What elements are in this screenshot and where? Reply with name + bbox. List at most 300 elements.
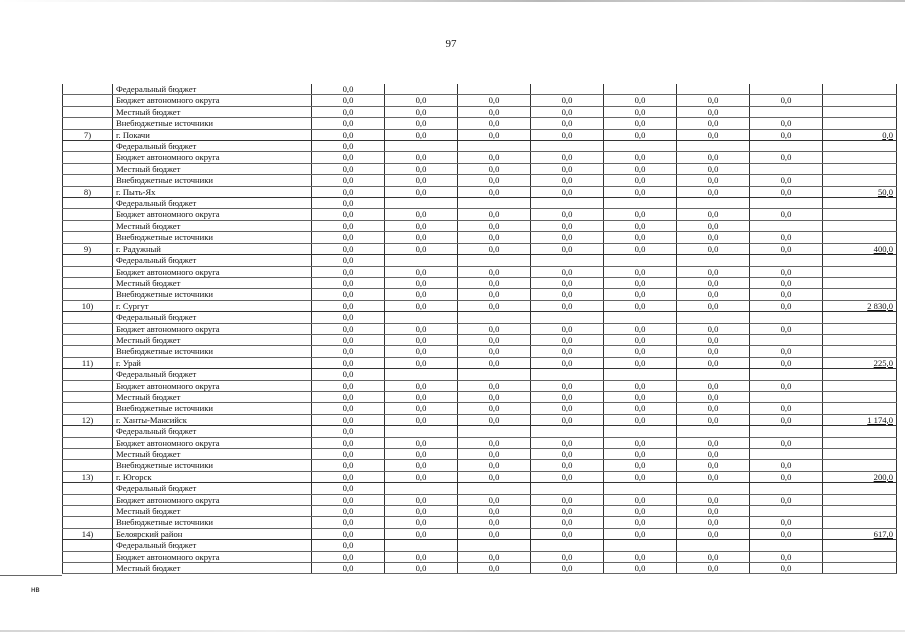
row-index bbox=[63, 483, 113, 494]
table-row-source bbox=[63, 437, 897, 448]
value-cell bbox=[823, 449, 897, 460]
row-index bbox=[63, 403, 113, 414]
page-number: 97 bbox=[445, 38, 457, 50]
value-cell bbox=[823, 220, 897, 231]
value-cell bbox=[458, 426, 531, 437]
value-cell: 0,0 bbox=[677, 403, 750, 414]
value-cell: 0,0 bbox=[604, 460, 677, 471]
row-index: 14) bbox=[63, 528, 113, 539]
corner-mark: нв bbox=[31, 585, 40, 594]
value-cell: 617,0 bbox=[823, 528, 897, 539]
value-cell bbox=[750, 483, 823, 494]
value-cell bbox=[604, 84, 677, 95]
row-index bbox=[63, 266, 113, 277]
value-cell bbox=[823, 84, 897, 95]
value-cell: 0,0 bbox=[677, 277, 750, 288]
value-cell: 0,0 bbox=[312, 471, 385, 482]
value-cell: 0,0 bbox=[385, 517, 458, 528]
value-cell: 0,0 bbox=[458, 118, 531, 129]
value-cell bbox=[750, 369, 823, 380]
row-name: Внебюджетные источники bbox=[113, 346, 312, 357]
row-name: Бюджет автономного округа bbox=[113, 152, 312, 163]
value-cell: 0,0 bbox=[312, 220, 385, 231]
value-cell: 0,0 bbox=[531, 357, 604, 368]
value-cell bbox=[604, 483, 677, 494]
value-cell: 0,0 bbox=[312, 232, 385, 243]
value-cell bbox=[750, 141, 823, 152]
table-row-source bbox=[63, 563, 897, 574]
value-cell: 0,0 bbox=[385, 289, 458, 300]
value-cell: 0,0 bbox=[531, 243, 604, 254]
value-cell bbox=[750, 220, 823, 231]
value-cell: 0,0 bbox=[750, 232, 823, 243]
value-cell: 0,0 bbox=[312, 118, 385, 129]
value-cell: 0,0 bbox=[531, 289, 604, 300]
value-cell bbox=[531, 312, 604, 323]
value-cell: 0,0 bbox=[750, 300, 823, 311]
value-cell: 0,0 bbox=[750, 403, 823, 414]
row-index bbox=[63, 163, 113, 174]
row-name: Федеральный бюджет bbox=[113, 255, 312, 266]
value-cell: 0,0 bbox=[604, 414, 677, 425]
value-cell bbox=[823, 346, 897, 357]
row-name: Федеральный бюджет bbox=[113, 141, 312, 152]
row-index bbox=[63, 232, 113, 243]
value-cell: 0,0 bbox=[312, 300, 385, 311]
row-index bbox=[63, 426, 113, 437]
table-row-source bbox=[63, 551, 897, 562]
row-index bbox=[63, 175, 113, 186]
value-cell: 0,0 bbox=[750, 95, 823, 106]
table-row-source bbox=[63, 391, 897, 402]
value-cell bbox=[823, 391, 897, 402]
row-name: г. Покачи bbox=[113, 129, 312, 140]
value-cell bbox=[823, 175, 897, 186]
value-cell bbox=[385, 369, 458, 380]
value-cell: 0,0 bbox=[312, 323, 385, 334]
value-cell: 0,0 bbox=[750, 563, 823, 574]
value-cell: 0,0 bbox=[312, 277, 385, 288]
row-name: Внебюджетные источники bbox=[113, 232, 312, 243]
value-cell: 0,0 bbox=[604, 289, 677, 300]
value-cell bbox=[458, 312, 531, 323]
value-cell: 0,0 bbox=[677, 437, 750, 448]
value-cell: 0,0 bbox=[458, 277, 531, 288]
value-cell bbox=[823, 118, 897, 129]
value-cell: 0,0 bbox=[385, 334, 458, 345]
table-row-source bbox=[63, 289, 897, 300]
value-cell: 0,0 bbox=[312, 460, 385, 471]
value-cell: 0,0 bbox=[604, 346, 677, 357]
value-cell: 0,0 bbox=[750, 152, 823, 163]
value-cell: 0,0 bbox=[531, 266, 604, 277]
value-cell: 0,0 bbox=[677, 232, 750, 243]
scan-edge-bottom bbox=[0, 630, 905, 632]
value-cell bbox=[823, 334, 897, 345]
value-cell bbox=[750, 506, 823, 517]
value-cell: 0,0 bbox=[312, 540, 385, 551]
value-cell: 0,0 bbox=[385, 563, 458, 574]
row-index bbox=[63, 84, 113, 95]
row-index bbox=[63, 551, 113, 562]
value-cell bbox=[750, 255, 823, 266]
value-cell: 0,0 bbox=[312, 357, 385, 368]
value-cell: 0,0 bbox=[312, 84, 385, 95]
value-cell bbox=[823, 163, 897, 174]
value-cell bbox=[750, 449, 823, 460]
value-cell: 0,0 bbox=[750, 494, 823, 505]
value-cell: 0,0 bbox=[458, 95, 531, 106]
value-cell bbox=[750, 163, 823, 174]
value-cell: 0,0 bbox=[385, 460, 458, 471]
value-cell: 0,0 bbox=[604, 323, 677, 334]
table-row-source bbox=[63, 232, 897, 243]
value-cell: 0,0 bbox=[677, 460, 750, 471]
table-row-source bbox=[63, 460, 897, 471]
row-index bbox=[63, 460, 113, 471]
value-cell: 0,0 bbox=[458, 323, 531, 334]
value-cell bbox=[823, 277, 897, 288]
value-cell: 0,0 bbox=[531, 232, 604, 243]
row-index bbox=[63, 106, 113, 117]
value-cell: 0,0 bbox=[677, 129, 750, 140]
value-cell: 0,0 bbox=[531, 106, 604, 117]
value-cell: 0,0 bbox=[750, 175, 823, 186]
value-cell: 0,0 bbox=[531, 129, 604, 140]
table-row-source bbox=[63, 95, 897, 106]
row-name: Бюджет автономного округа bbox=[113, 380, 312, 391]
value-cell: 0,0 bbox=[385, 551, 458, 562]
value-cell: 0,0 bbox=[385, 323, 458, 334]
value-cell: 0,0 bbox=[677, 243, 750, 254]
value-cell: 0,0 bbox=[750, 209, 823, 220]
value-cell: 0,0 bbox=[604, 391, 677, 402]
scan-edge-top bbox=[0, 0, 905, 2]
table-row-source bbox=[63, 141, 897, 152]
value-cell: 0,0 bbox=[604, 437, 677, 448]
table-row-source bbox=[63, 163, 897, 174]
table-row-source bbox=[63, 152, 897, 163]
value-cell: 0,0 bbox=[458, 391, 531, 402]
value-cell: 0,0 bbox=[312, 414, 385, 425]
row-name: Бюджет автономного округа bbox=[113, 266, 312, 277]
value-cell: 0,0 bbox=[458, 528, 531, 539]
value-cell: 0,0 bbox=[458, 266, 531, 277]
value-cell: 0,0 bbox=[458, 334, 531, 345]
value-cell bbox=[531, 483, 604, 494]
value-cell: 0,0 bbox=[531, 471, 604, 482]
row-index bbox=[63, 312, 113, 323]
table-row-source bbox=[63, 255, 897, 266]
value-cell: 0,0 bbox=[750, 118, 823, 129]
row-name: Местный бюджет bbox=[113, 163, 312, 174]
value-cell: 0,0 bbox=[677, 551, 750, 562]
value-cell bbox=[823, 266, 897, 277]
value-cell: 0,0 bbox=[531, 152, 604, 163]
value-cell: 0,0 bbox=[750, 346, 823, 357]
value-cell: 0,0 bbox=[385, 414, 458, 425]
row-index bbox=[63, 437, 113, 448]
value-cell: 0,0 bbox=[312, 255, 385, 266]
value-cell bbox=[823, 540, 897, 551]
value-cell bbox=[531, 255, 604, 266]
value-cell bbox=[458, 198, 531, 209]
row-name: Федеральный бюджет bbox=[113, 426, 312, 437]
value-cell bbox=[531, 84, 604, 95]
value-cell bbox=[823, 494, 897, 505]
row-name: Белоярский район bbox=[113, 528, 312, 539]
value-cell: 0,0 bbox=[677, 334, 750, 345]
table-row-source bbox=[63, 483, 897, 494]
row-index bbox=[63, 95, 113, 106]
row-name: Местный бюджет bbox=[113, 506, 312, 517]
value-cell bbox=[385, 540, 458, 551]
value-cell: 0,0 bbox=[750, 243, 823, 254]
table-row-source bbox=[63, 426, 897, 437]
value-cell: 0,0 bbox=[750, 323, 823, 334]
value-cell: 0,0 bbox=[312, 209, 385, 220]
value-cell: 0,0 bbox=[458, 471, 531, 482]
row-name: Бюджет автономного округа bbox=[113, 437, 312, 448]
value-cell bbox=[458, 483, 531, 494]
value-cell: 0,0 bbox=[677, 175, 750, 186]
value-cell bbox=[677, 198, 750, 209]
row-name: Местный бюджет bbox=[113, 334, 312, 345]
value-cell: 0,0 bbox=[312, 312, 385, 323]
value-cell: 0,0 bbox=[604, 186, 677, 197]
value-cell bbox=[750, 84, 823, 95]
value-cell: 0,0 bbox=[458, 163, 531, 174]
row-index bbox=[63, 255, 113, 266]
value-cell: 0,0 bbox=[312, 175, 385, 186]
value-cell: 0,0 bbox=[531, 300, 604, 311]
row-name: Внебюджетные источники bbox=[113, 118, 312, 129]
value-cell bbox=[823, 517, 897, 528]
value-cell bbox=[823, 369, 897, 380]
value-cell: 0,0 bbox=[312, 243, 385, 254]
table-row-source bbox=[63, 312, 897, 323]
value-cell: 0,0 bbox=[312, 449, 385, 460]
value-cell: 0,0 bbox=[458, 506, 531, 517]
value-cell: 0,0 bbox=[385, 437, 458, 448]
value-cell: 0,0 bbox=[604, 300, 677, 311]
row-name: Федеральный бюджет bbox=[113, 198, 312, 209]
value-cell bbox=[385, 255, 458, 266]
value-cell: 0,0 bbox=[312, 163, 385, 174]
value-cell: 0,0 bbox=[604, 334, 677, 345]
value-cell bbox=[458, 141, 531, 152]
row-name: г. Югорск bbox=[113, 471, 312, 482]
table-row-source bbox=[63, 84, 897, 95]
table-row-source bbox=[63, 517, 897, 528]
value-cell: 0,0 bbox=[677, 391, 750, 402]
row-index bbox=[63, 334, 113, 345]
value-cell: 0,0 bbox=[385, 449, 458, 460]
value-cell: 0,0 bbox=[677, 449, 750, 460]
row-index: 8) bbox=[63, 186, 113, 197]
value-cell bbox=[385, 312, 458, 323]
table-row-source bbox=[63, 323, 897, 334]
value-cell: 0,0 bbox=[458, 494, 531, 505]
value-cell: 0,0 bbox=[531, 391, 604, 402]
value-cell: 0,0 bbox=[750, 551, 823, 562]
table-row-source bbox=[63, 334, 897, 345]
row-name: Внебюджетные источники bbox=[113, 517, 312, 528]
value-cell: 0,0 bbox=[458, 129, 531, 140]
value-cell bbox=[604, 141, 677, 152]
value-cell: 0,0 bbox=[823, 129, 897, 140]
value-cell: 0,0 bbox=[677, 163, 750, 174]
value-cell: 0,0 bbox=[750, 186, 823, 197]
table-row-source bbox=[63, 449, 897, 460]
value-cell: 0,0 bbox=[750, 460, 823, 471]
value-cell: 0,0 bbox=[531, 334, 604, 345]
value-cell: 0,0 bbox=[677, 266, 750, 277]
value-cell: 0,0 bbox=[604, 243, 677, 254]
table-row-district bbox=[63, 471, 897, 482]
table-row-source bbox=[63, 118, 897, 129]
row-index bbox=[63, 152, 113, 163]
value-cell: 0,0 bbox=[531, 323, 604, 334]
value-cell: 0,0 bbox=[531, 95, 604, 106]
value-cell bbox=[677, 141, 750, 152]
value-cell: 0,0 bbox=[604, 209, 677, 220]
value-cell bbox=[823, 563, 897, 574]
value-cell: 0,0 bbox=[531, 380, 604, 391]
row-index bbox=[63, 323, 113, 334]
row-index bbox=[63, 540, 113, 551]
value-cell: 0,0 bbox=[531, 186, 604, 197]
value-cell: 0,0 bbox=[385, 163, 458, 174]
table-row-source bbox=[63, 220, 897, 231]
value-cell: 0,0 bbox=[604, 95, 677, 106]
value-cell: 0,0 bbox=[385, 118, 458, 129]
value-cell: 0,0 bbox=[385, 494, 458, 505]
value-cell: 0,0 bbox=[458, 414, 531, 425]
value-cell: 0,0 bbox=[604, 528, 677, 539]
row-name: Внебюджетные источники bbox=[113, 289, 312, 300]
row-index: 13) bbox=[63, 471, 113, 482]
row-index: 9) bbox=[63, 243, 113, 254]
row-index bbox=[63, 209, 113, 220]
value-cell: 0,0 bbox=[750, 437, 823, 448]
value-cell: 0,0 bbox=[531, 175, 604, 186]
value-cell bbox=[604, 198, 677, 209]
row-index bbox=[63, 277, 113, 288]
value-cell bbox=[823, 141, 897, 152]
value-cell: 0,0 bbox=[458, 106, 531, 117]
value-cell bbox=[823, 255, 897, 266]
value-cell bbox=[823, 506, 897, 517]
value-cell bbox=[385, 141, 458, 152]
table-row-source bbox=[63, 369, 897, 380]
value-cell: 0,0 bbox=[531, 437, 604, 448]
value-cell: 0,0 bbox=[677, 380, 750, 391]
value-cell: 0,0 bbox=[677, 346, 750, 357]
value-cell bbox=[677, 312, 750, 323]
value-cell: 0,0 bbox=[531, 517, 604, 528]
row-name: г. Пыть-Ях bbox=[113, 186, 312, 197]
value-cell: 50,0 bbox=[823, 186, 897, 197]
value-cell: 0,0 bbox=[531, 460, 604, 471]
value-cell: 0,0 bbox=[604, 506, 677, 517]
value-cell bbox=[604, 369, 677, 380]
table-row-district bbox=[63, 186, 897, 197]
value-cell: 0,0 bbox=[312, 506, 385, 517]
value-cell bbox=[823, 323, 897, 334]
value-cell: 0,0 bbox=[385, 175, 458, 186]
value-cell bbox=[823, 551, 897, 562]
value-cell: 0,0 bbox=[604, 163, 677, 174]
row-index bbox=[63, 118, 113, 129]
value-cell bbox=[531, 426, 604, 437]
value-cell: 0,0 bbox=[531, 551, 604, 562]
value-cell: 0,0 bbox=[312, 391, 385, 402]
value-cell bbox=[458, 84, 531, 95]
value-cell: 0,0 bbox=[312, 369, 385, 380]
value-cell: 0,0 bbox=[604, 106, 677, 117]
value-cell: 0,0 bbox=[677, 95, 750, 106]
value-cell: 0,0 bbox=[531, 163, 604, 174]
value-cell bbox=[531, 198, 604, 209]
value-cell: 0,0 bbox=[677, 323, 750, 334]
value-cell: 0,0 bbox=[677, 494, 750, 505]
value-cell: 0,0 bbox=[312, 95, 385, 106]
value-cell: 0,0 bbox=[677, 300, 750, 311]
row-name: Бюджет автономного округа bbox=[113, 494, 312, 505]
value-cell: 0,0 bbox=[385, 129, 458, 140]
value-cell: 0,0 bbox=[385, 220, 458, 231]
table-row-district bbox=[63, 414, 897, 425]
value-cell: 0,0 bbox=[604, 517, 677, 528]
row-name: Местный бюджет bbox=[113, 220, 312, 231]
value-cell: 0,0 bbox=[385, 152, 458, 163]
value-cell: 200,0 bbox=[823, 471, 897, 482]
value-cell: 0,0 bbox=[750, 528, 823, 539]
value-cell: 0,0 bbox=[458, 460, 531, 471]
value-cell bbox=[750, 391, 823, 402]
value-cell: 0,0 bbox=[604, 118, 677, 129]
value-cell: 0,0 bbox=[385, 528, 458, 539]
value-cell: 0,0 bbox=[750, 266, 823, 277]
value-cell: 0,0 bbox=[458, 563, 531, 574]
value-cell: 0,0 bbox=[677, 528, 750, 539]
row-index bbox=[63, 220, 113, 231]
value-cell bbox=[823, 437, 897, 448]
value-cell: 0,0 bbox=[531, 494, 604, 505]
value-cell: 0,0 bbox=[312, 141, 385, 152]
value-cell: 0,0 bbox=[385, 506, 458, 517]
value-cell bbox=[677, 540, 750, 551]
value-cell: 0,0 bbox=[458, 300, 531, 311]
value-cell: 0,0 bbox=[312, 426, 385, 437]
table-row-source bbox=[63, 175, 897, 186]
value-cell: 0,0 bbox=[677, 186, 750, 197]
value-cell: 0,0 bbox=[677, 563, 750, 574]
row-index bbox=[63, 198, 113, 209]
value-cell bbox=[823, 483, 897, 494]
value-cell: 0,0 bbox=[677, 506, 750, 517]
table-row-source bbox=[63, 106, 897, 117]
row-index bbox=[63, 380, 113, 391]
value-cell bbox=[823, 209, 897, 220]
row-name: г. Ханты-Мансийск bbox=[113, 414, 312, 425]
value-cell: 225,0 bbox=[823, 357, 897, 368]
table-row-district bbox=[63, 357, 897, 368]
row-index bbox=[63, 141, 113, 152]
value-cell: 0,0 bbox=[458, 403, 531, 414]
row-name: Местный бюджет bbox=[113, 391, 312, 402]
